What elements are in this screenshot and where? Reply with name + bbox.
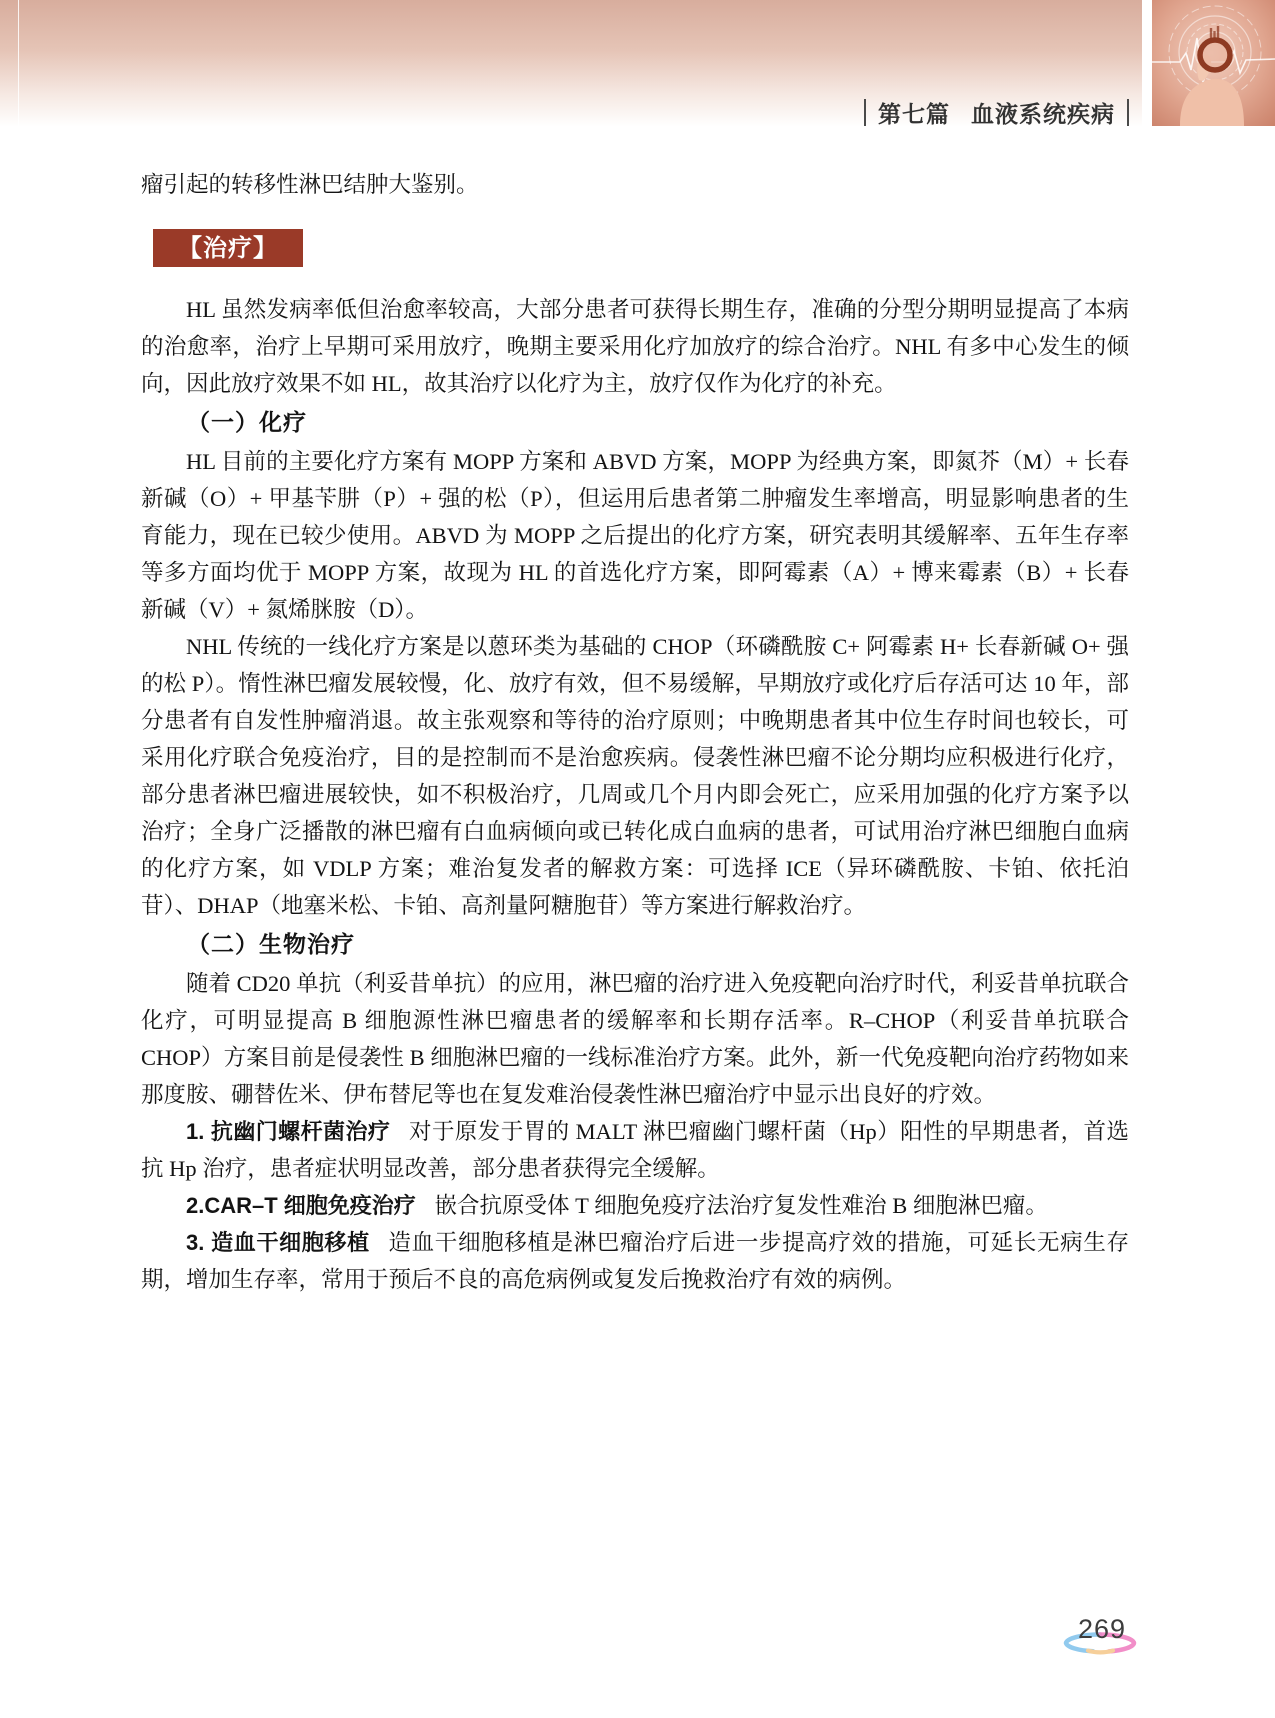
numbered-item-car-t	[141, 1187, 1129, 1224]
item-text: 嵌合抗原受体 T 细胞免疫疗法治疗复发性难治 B 细胞淋巴瘤。	[434, 1193, 1048, 1218]
paragraph-chemo-hl: HL 目前的主要化疗方案有 MOPP 方案和 ABVD 方案，MOPP 为经典方案，即氮芥（M）+ 长春新碱（O）+ 甲基苄肼（P）+ 强的松（P），但运用后患者第二肿瘤发生率增高，明显影响患者的生育能力，现在已较少使用。ABVD 为 MOPP 之后提出的化疗方案，研究表明其缓解率、五年生存率等多方面均优于 MOPP 方案，故现为 HL 的首选化疗方案，即阿霉素（A）+ 博来霉素（B）+ 长春新碱（V）+ 氮烯脒胺（D）。	[141, 449, 1129, 622]
page-number: 269	[1077, 1614, 1127, 1644]
subheading-chemotherapy: （一）化疗	[187, 410, 307, 435]
treatment-section-heading: 【治疗】	[153, 229, 303, 267]
carryover-paragraph: 瘤引起的转移性淋巴结肿大鉴别。	[141, 172, 479, 197]
item-label: 1. 抗幽门螺杆菌治疗	[186, 1119, 391, 1144]
subheading-biotherapy: （二）生物治疗	[187, 932, 355, 957]
running-header	[864, 97, 1129, 127]
header-section-label: 第七篇	[878, 100, 950, 127]
hand-holding-stethoscope-photo-icon	[1152, 0, 1275, 126]
paragraph-biotherapy: 随着 CD20 单抗（利妥昔单抗）的应用，淋巴瘤的治疗进入免疫靶向治疗时代，利妥昔单抗联合化疗，可明显提高 B 细胞源性淋巴瘤患者的缓解率和长期存活率。R–CHOP（利妥昔单抗联合 CHOP）方案目前是侵袭性 B 细胞淋巴瘤的一线标准治疗方案。此外，新一代免疫靶向治疗药物如来那度胺、硼替佐米、伊布替尼等也在复发难治侵袭性淋巴瘤治疗中显示出良好的疗效。	[141, 971, 1129, 1107]
header-section-title: 血液系统疾病	[971, 100, 1115, 127]
header-divider-bar	[1127, 99, 1129, 126]
photo-left-gap	[1142, 0, 1152, 126]
header-divider-bar	[864, 99, 866, 126]
item-label: 3. 造血干细胞移植	[186, 1230, 370, 1255]
page-crease-line	[18, 0, 19, 128]
item-text: 造血干细胞移植是淋巴瘤治疗后进一步提高疗效的措施，可延长无病生存期，增加生存率，常用于预后不良的高危病例或复发后挽救治疗有效的病例。	[141, 1230, 1129, 1292]
numbered-item-hp-therapy	[141, 1113, 1129, 1187]
paragraph-overview: HL 虽然发病率低但治愈率较高，大部分患者可获得长期生存，准确的分型分期明显提高了本病的治愈率，治疗上早期可采用放疗，晚期主要采用化疗加放疗的综合治疗。NHL 有多中心发生的倾向，因此放疗效果不如 HL，故其治疗以化疗为主，放疗仅作为化疗的补充。	[141, 297, 1129, 396]
item-label: 2.CAR–T 细胞免疫治疗	[186, 1193, 416, 1218]
page-number-area	[1062, 1612, 1142, 1662]
paragraph-chemo-nhl: NHL 传统的一线化疗方案是以蒽环类为基础的 CHOP（环磷酰胺 C+ 阿霉素 H+ 长春新碱 O+ 强的松 P）。惰性淋巴瘤发展较慢，化、放疗有效，但不易缓解，早期放疗或化疗后存活可达 10 年，部分患者有自发性肿瘤消退。故主张观察和等待的治疗原则；中晚期患者其中位生存时间也较长，可采用化疗联合免疫治疗，目的是控制而不是治愈疾病。侵袭性淋巴瘤不论分期均应积极进行化疗，部分患者淋巴瘤进展较快，如不积极治疗，几周或几个月内即会死亡，应采用加强的化疗方案予以治疗；全身广泛播散的淋巴瘤有白血病倾向或已转化成白血病的患者，可试用治疗淋巴细胞白血病的化疗方案，如 VDLP 方案；难治复发者的解救方案：可选择 ICE（异环磷酰胺、卡铂、依托泊苷）、DHAP（地塞米松、卡铂、高剂量阿糖胞苷）等方案进行解救治疗。	[141, 634, 1129, 918]
text-column	[141, 166, 1129, 1298]
item-text: 对于原发于胃的 MALT 淋巴瘤幽门螺杆菌（Hp）阳性的早期患者，首选抗 Hp 治疗，患者症状明显改善，部分患者获得完全缓解。	[141, 1119, 1129, 1181]
numbered-item-hsct	[141, 1224, 1129, 1298]
